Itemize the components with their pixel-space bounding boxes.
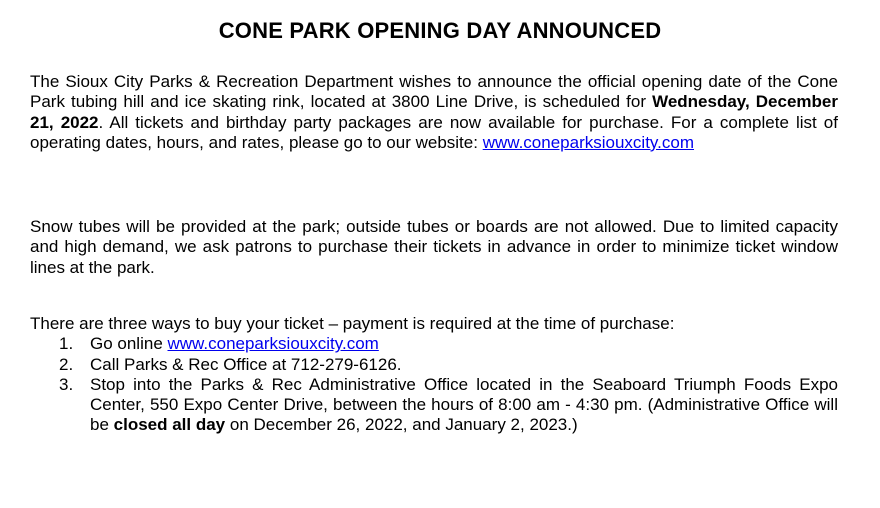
opening-date: Wednesday, December 21, 2022 (30, 92, 838, 132)
opening-paragraph (30, 72, 838, 153)
list-number: 3. (59, 374, 74, 394)
opening-text-b: . All tickets and birthday party packages are now available for purchase. For a complete list of operating dates, hours, and rates, please go to our website: (30, 112, 838, 152)
list-item-text-end: on December 26, 2022, and January 2, 2023.) (225, 415, 578, 435)
page-title: CONE PARK OPENING DAY ANNOUNCED (218, 18, 662, 43)
list-item-text: Stop into the Parks & Rec Administrative Office located in the Seaboard Triumph Foods Expo Center, 550 Expo Center Drive, between the hours of 8:00 am - 4:30 pm. (Administrative Office will be (90, 374, 838, 435)
list-item-text: Call Parks & Rec Office at 712-279-6126. (90, 354, 402, 374)
ticket-ways-intro: There are three ways to buy your ticket – payment is required at the time of purchase: (30, 314, 675, 333)
list-item (30, 375, 838, 436)
website-link[interactable]: www.coneparksiouxcity.com (482, 132, 695, 152)
list-item (30, 355, 838, 375)
list-number: 1. (59, 334, 74, 354)
online-ticket-link[interactable]: www.coneparksiouxcity.com (167, 334, 379, 354)
snow-tubes-paragraph: Snow tubes will be provided at the park; outside tubes or boards are not allowed. Due to limited capacity and high demand, we ask patrons to purchase their tickets in advance in order to minimize ticket window lines at the park. (30, 217, 838, 277)
opening-text-a: The Sioux City Parks & Recreation Department wishes to announce the official opening date of the Cone Park tubing hill and ice skating rink, located at 3800 Line Drive, is scheduled for (30, 72, 838, 112)
ticket-ways-section (30, 314, 838, 436)
list-item-text: Go online (90, 334, 168, 354)
list-item (30, 334, 838, 354)
closed-notice: closed all day (113, 415, 226, 435)
ticket-ways-list (30, 334, 838, 435)
list-number: 2. (59, 354, 74, 374)
